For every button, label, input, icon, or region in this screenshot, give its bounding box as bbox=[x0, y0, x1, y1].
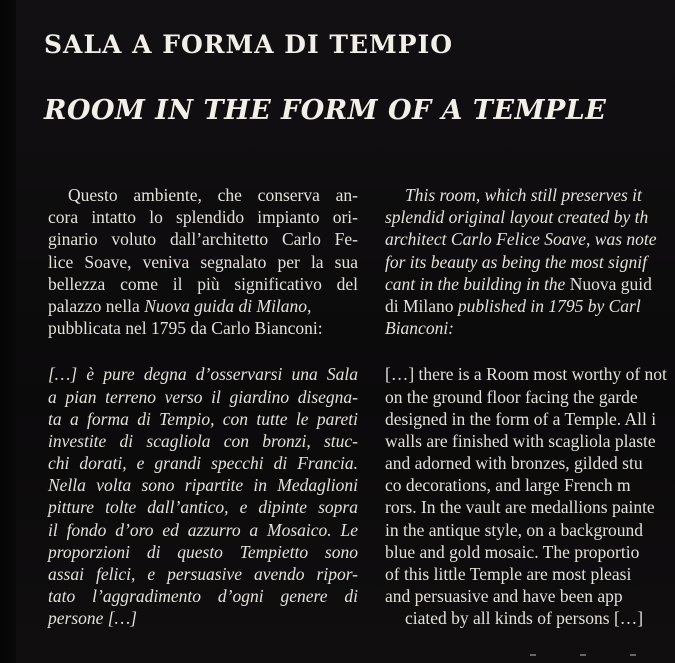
text-line: splendid original layout created by th bbox=[385, 207, 649, 228]
quote-line: il fondo d’oro ed azzurro a Mosaico. Le bbox=[48, 519, 358, 540]
quote-line: pitture tolte dall’antico, e dipinte sopra bbox=[48, 497, 358, 518]
quote-line: in the antique style, on a background bbox=[385, 519, 644, 540]
quote-line: designed in the form of a Temple. All i bbox=[385, 408, 657, 429]
panel-bottom-marks bbox=[520, 652, 660, 658]
quote-line: chi dorati, e grandi specchi di Francia. bbox=[48, 453, 358, 474]
text-segment: cant in the building in the bbox=[385, 273, 570, 294]
paragraph-gap bbox=[48, 339, 358, 363]
quote-line: and adorned with bronzes, gilded stu bbox=[385, 453, 643, 474]
mark bbox=[630, 654, 636, 656]
quote-line: […] è pure degna d’osservarsi una Sala bbox=[48, 364, 358, 385]
quote-line: of this little Temple are most pleasi bbox=[385, 564, 632, 584]
text-line: architect Carlo Felice Soave, was note bbox=[385, 229, 657, 250]
quote-line: Nella volta sono ripartite in Medaglioni bbox=[48, 475, 358, 496]
quote-line: blue and gold mosaic. The proportio bbox=[385, 541, 640, 562]
title-english: ROOM IN THE FORM OF A TEMPLE bbox=[44, 95, 607, 126]
quote-line: […] there is a Room most worthy of not bbox=[385, 364, 667, 385]
title-italian: SALA A FORMA DI TEMPIO bbox=[44, 30, 453, 59]
text-line: lice Soave, veniva segnalato per la sua bbox=[48, 251, 358, 272]
text-line: pubblicata nel 1795 da Carlo Bianconi: bbox=[48, 318, 323, 339]
book-title: Nuova guid bbox=[569, 273, 652, 294]
quote-line: assai felici, e persuasive avendo ripor- bbox=[48, 564, 358, 584]
quote-line: on the ground floor facing the garde bbox=[385, 386, 638, 407]
text-line: ginario voluto dall’architetto Carlo Fe- bbox=[48, 229, 358, 250]
quote-line: proporzioni di questo Tempietto sono bbox=[48, 541, 358, 562]
panel-edge-shadow bbox=[0, 0, 16, 663]
quote-line: rors. In the vault are medallions painte bbox=[385, 497, 655, 518]
text-segment: published in 1795 by Carl bbox=[453, 295, 641, 316]
book-title: Nuova guida di Milano, bbox=[144, 295, 312, 316]
text-line bbox=[48, 295, 358, 317]
text-line: This room, which still preserves it bbox=[405, 185, 642, 205]
quote-line: ciated by all kinds of persons […] bbox=[405, 608, 644, 629]
quote-line: and persuasive and have been app bbox=[385, 586, 623, 607]
text-line: Bianconi: bbox=[385, 318, 455, 339]
text-segment: palazzo nella bbox=[48, 295, 145, 316]
text-line bbox=[385, 273, 675, 295]
text-line: bellezza come il più significativo del bbox=[48, 273, 358, 294]
quote-line: ta a forma di Tempio, con tutte le pareti bbox=[48, 408, 358, 429]
mark bbox=[530, 654, 536, 656]
italian-column bbox=[48, 184, 358, 630]
text-line: for its beauty as being the most signif bbox=[385, 251, 648, 272]
english-column bbox=[385, 184, 675, 630]
quote-line: tato l’aggradimento d’ogni genere di bbox=[48, 586, 358, 607]
mark bbox=[580, 654, 586, 656]
quote-line: walls are finished with scagliola plaste bbox=[385, 430, 656, 451]
text-line: Questo ambiente, che conserva an- bbox=[68, 185, 358, 205]
text-line: cora intatto lo splendido impianto ori- bbox=[48, 207, 358, 228]
paragraph-gap bbox=[385, 339, 675, 363]
text-line bbox=[385, 295, 675, 317]
quote-line: a pian terreno verso il giardino disegna- bbox=[48, 386, 358, 407]
quote-line: persone […] bbox=[48, 608, 137, 629]
quote-line: co decorations, and large French m bbox=[385, 475, 631, 496]
quote-line: investite di scagliola con bronzi, stuc- bbox=[48, 430, 358, 451]
book-title: di Milano bbox=[385, 295, 454, 316]
